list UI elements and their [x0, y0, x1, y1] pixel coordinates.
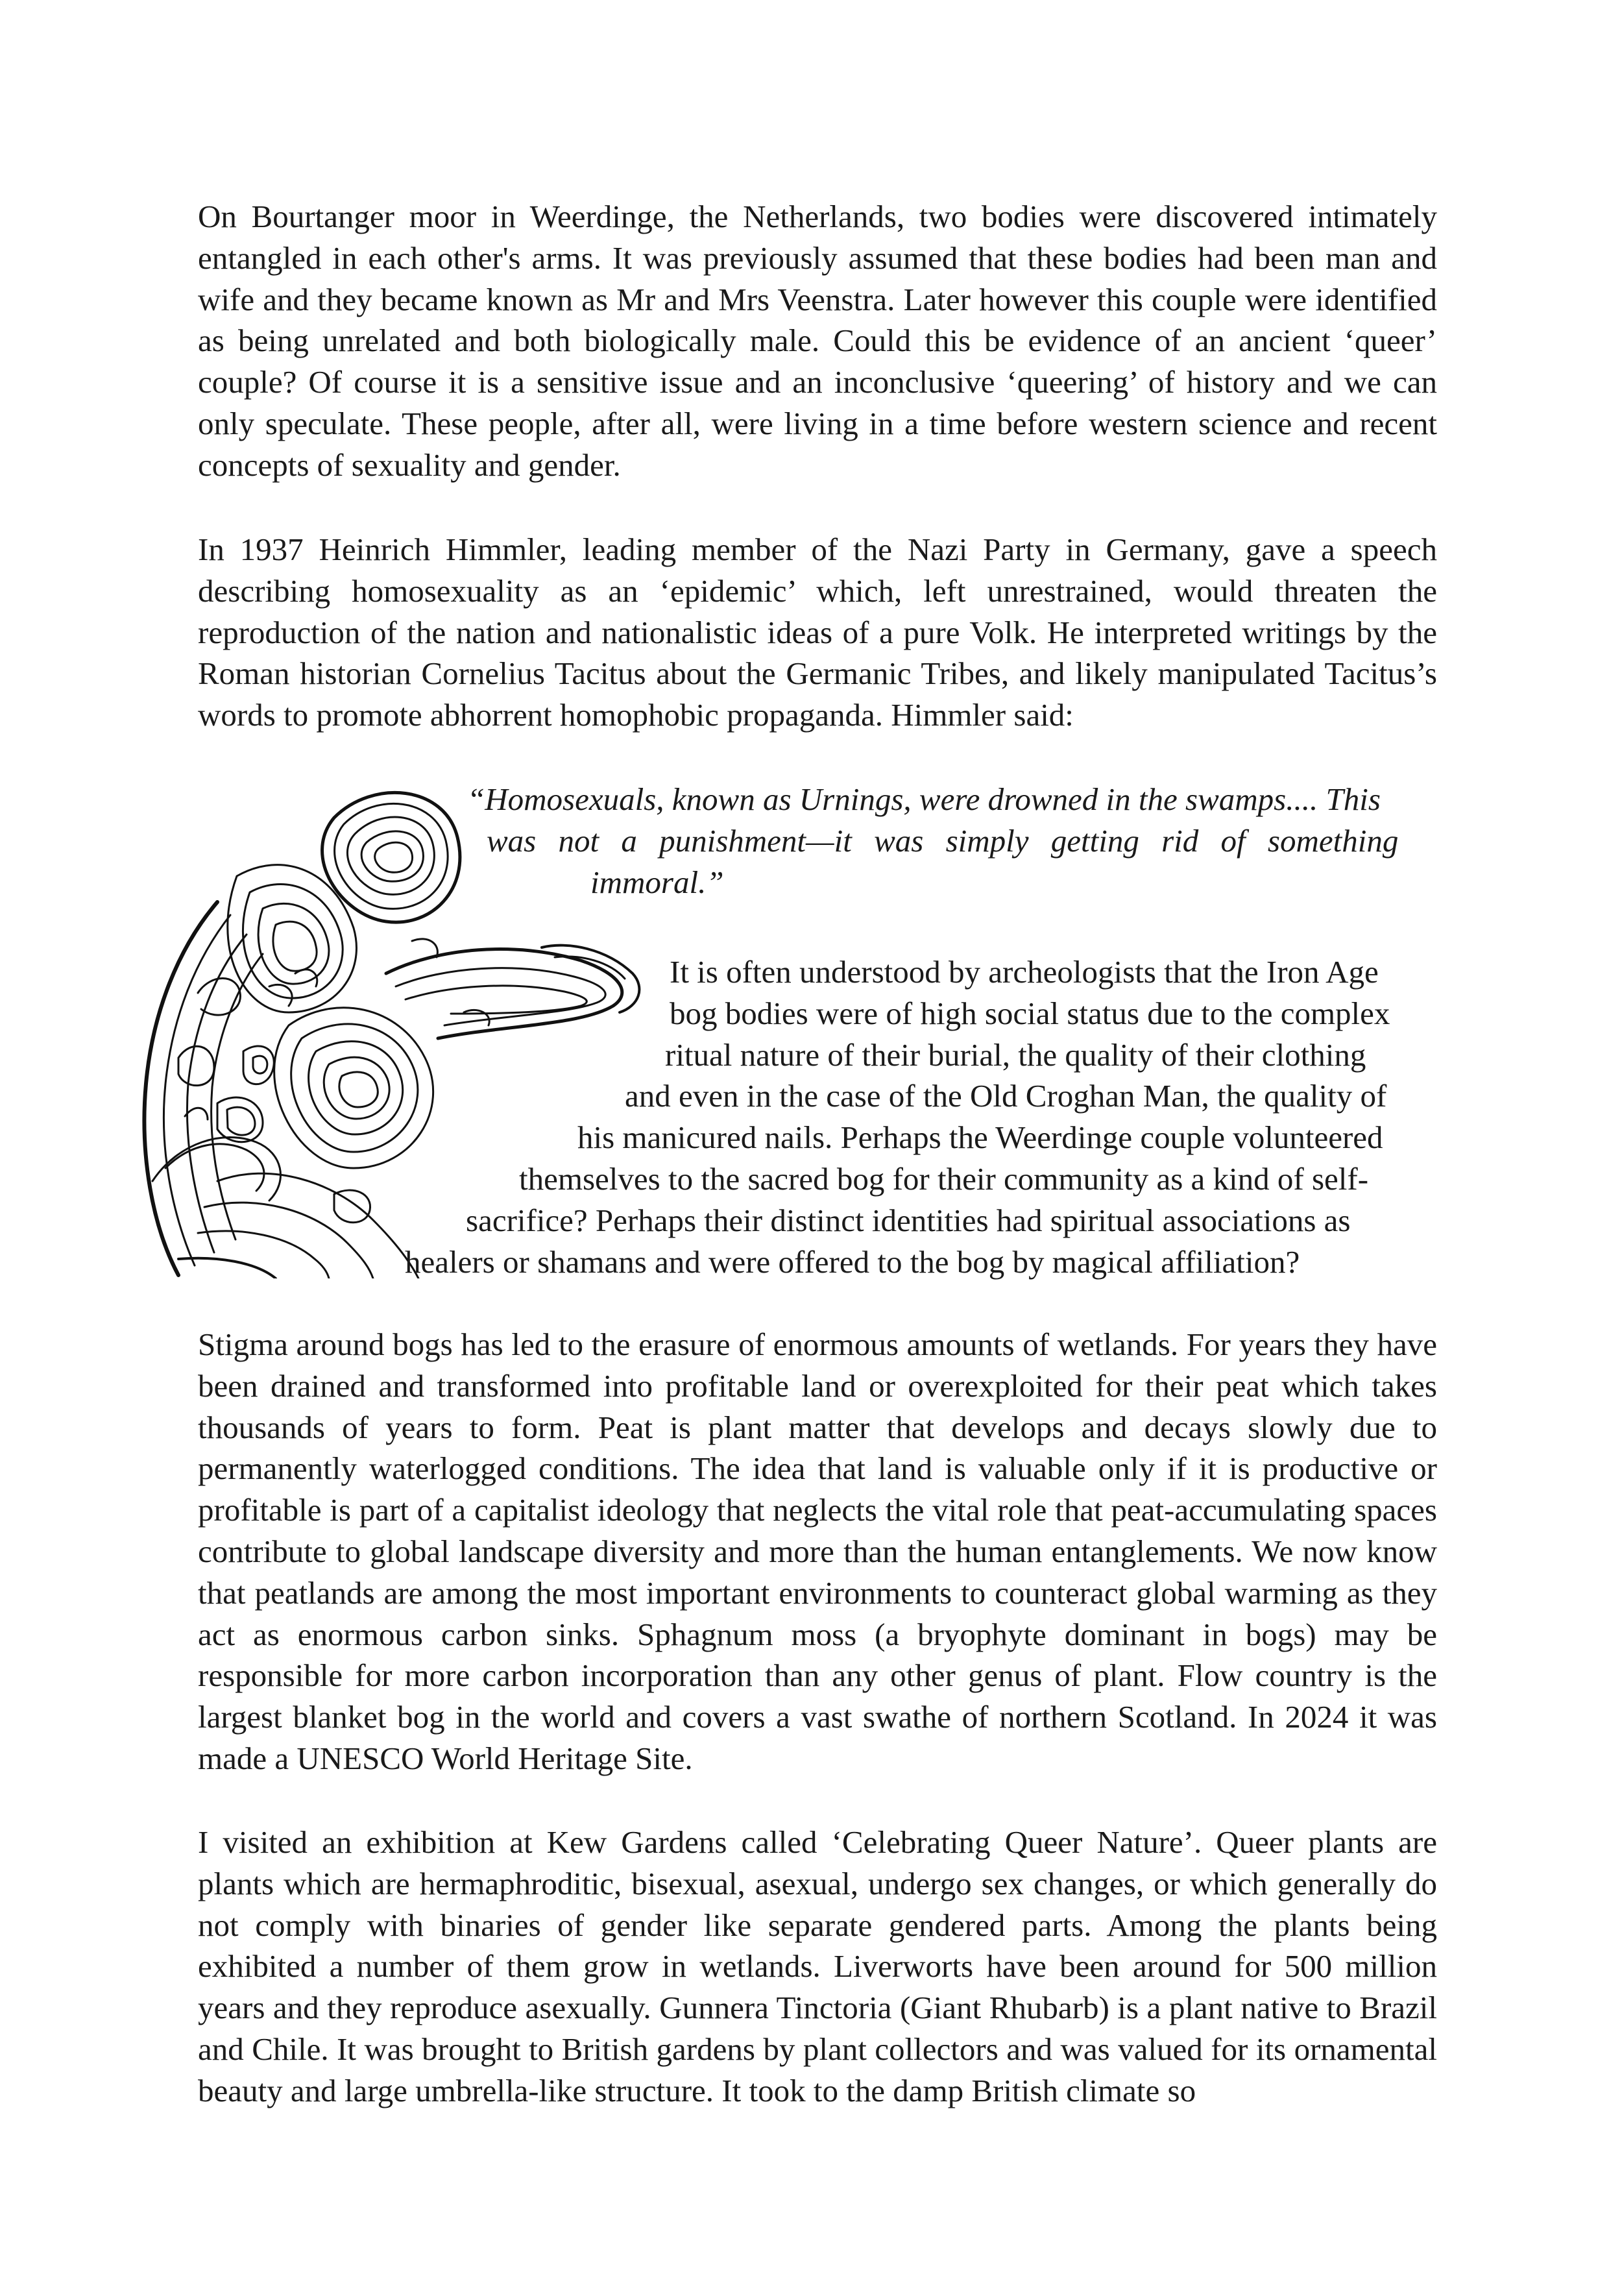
wrapped-text-line: his manicured nails. Perhaps the Weerdinge couple volunteered	[577, 1119, 1383, 1155]
quote-line: was not a punishment—it was simply getting rid of something	[487, 823, 1399, 859]
paragraph-himmler-speech: In 1937 Heinrich Himmler, leading member of the Nazi Party in Germany, gave a speech describing homosexuality as an ‘epidemic’ which, left unrestrained, would threaten the reproduction of the nation and nationalistic ideas of a pure Volk. He interpreted writings by the Roman historian Cornelius Tacitus about the Germanic Tribes, and likely manipulated Tacitus’s words to promote abhorrent homophobic propaganda. Himmler said:	[198, 531, 1437, 733]
paragraph-weerdinge-couple: On Bourtanger moor in Weerdinge, the Netherlands, two bodies were discovered intimately entangled in each other's arms. It was previously assumed that these bodies had been man and wife and they became known as Mr and Mrs Veenstra. Later however this couple were identified as being unrelated and both biologically male. Could this be evidence of an ancient ‘queer’ couple? Of course it is a sensitive issue and an inconclusive ‘queering’ of history and we can only speculate. These people, after all, were living in a time before western science and recent concepts of sexuality and gender.	[198, 199, 1437, 483]
wrapped-text-line: ritual nature of their burial, the quality of their clothing	[665, 1037, 1366, 1073]
paragraph-queer-nature-exhibition: I visited an exhibition at Kew Gardens called ‘Celebrating Queer Nature’. Queer plants are plants which are hermaphroditic, bisexual, asexual, undergo sex changes, or which generally do not comply with binaries of gender like separate gendered parts. Among the plants being exhibited a number of them grow in wetlands. Liverworts have been around for 500 million years and they reproduce asexually. Gunnera Tinctoria (Giant Rhubarb) is a plant native to Brazil and Chile. It was brought to British gardens by plant collectors and was valued for its ornamental beauty and large umbrella-like structure. It took to the damp British climate so	[198, 1824, 1437, 2108]
wrapped-text-line: healers or shamans and were offered to the bog by magical affiliation?	[405, 1244, 1300, 1280]
wrapped-text-line: and even in the case of the Old Croghan Man, the quality of	[625, 1078, 1387, 1114]
paragraph-peatlands: Stigma around bogs has led to the erasure of enormous amounts of wetlands. For years they have been drained and transformed into profitable land or overexploited for their peat which takes thousands of years to form. Peat is plant matter that develops and decays slowly due to permanently waterlogged conditions. The idea that land is valuable only if it is productive or profitable is part of a capitalist ideology that neglects the vital role that peat-accumulating spaces contribute to global landscape diversity and more than the human entanglements. We now know that peatlands are among the most important environments to counteract global warming as they act as enormous carbon sinks. Sphagnum moss (a bryophyte dominant in bogs) may be responsible for more carbon incorporation than any other genus of plant. Flow country is the largest blanket bog in the world and covers a vast swathe of northern Scotland. In 2024 it was made a UNESCO World Heritage Site.	[198, 1326, 1437, 1776]
wrapped-text-line: It is often understood by archeologists that the Iron Age	[670, 954, 1379, 990]
wrapped-text-line: sacrifice? Perhaps their distinct identities had spiritual associations as	[466, 1203, 1351, 1238]
quote-line: immoral.”	[590, 864, 724, 900]
quote-line: “Homosexuals, known as Urnings, were drowned in the swamps.... This	[467, 781, 1381, 817]
wrapped-text-line: bog bodies were of high social status due to the complex	[670, 995, 1390, 1031]
wrapped-text-line: themselves to the sacred bog for their community as a kind of self-	[519, 1161, 1369, 1197]
